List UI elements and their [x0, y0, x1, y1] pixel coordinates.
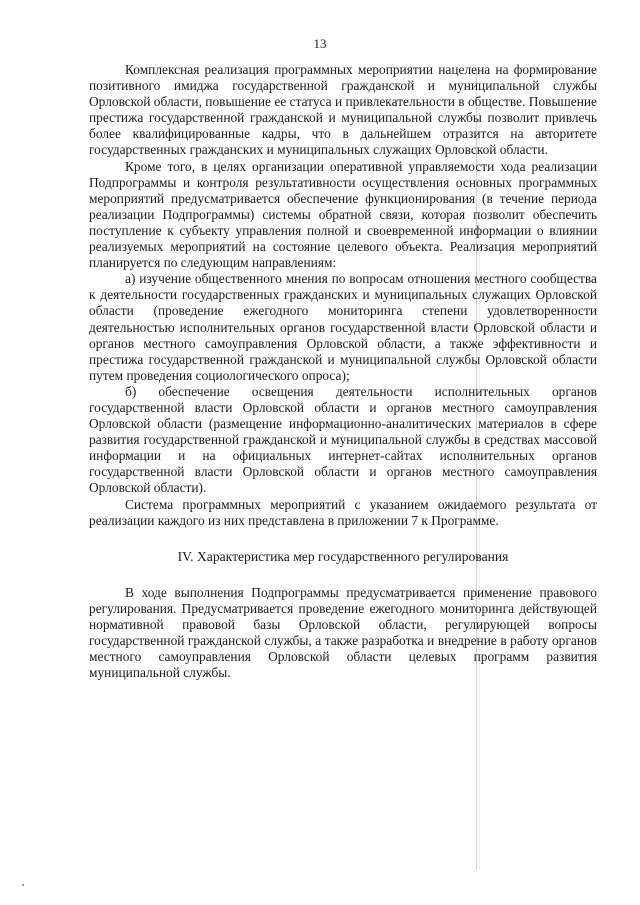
paragraph-2: Кроме того, в целях организации оперативной управляемости хода реализации Подпрограммы и контроля результативности осуществления основных программных мероприятий предусматривается обеспечение функционирования (в течение периода реализации Подпрограммы) системы обратной связи, которая позволит обеспечить поступление к субъекту управления полной и своевременной информации о влиянии реализуемых мероприятий на состояние целевого объекта. Реализация мероприятий планируется по следующим направлениям: — [89, 158, 597, 271]
paragraph-4: б) обеспечение освещения деятельности исполнительных органов государственной власти Орловской области и органов местного самоуправления Орловской области (размещение информационно-аналитических материалов в сфере развития государственной гражданской и муниципальной службы в средствах массовой информации и на официальных интернет-сайтах исполнительных органов государственной власти Орловской области и органов местного самоуправления Орловской области). — [89, 383, 597, 496]
paragraph-3: а) изучение общественного мнения по вопросам отношения местного сообщества к деятельности государственных гражданских и муниципальных служащих Орловской области (проведение ежегодного мониторинга степени удовлетворенности деятельностью исполнительных органов государственной власти Орловской области и органов местного самоуправления Орловской области, а также эффективности и престижа государственной гражданской и муниципальной службы Орловской области путем проведения социологического опроса); — [89, 271, 597, 383]
paragraph-5: Система программных мероприятий с указанием ожидаемого результата от реализации каждого из них представлена в приложении 7 к Программе. — [89, 496, 597, 528]
section-paragraph-1: В ходе выполнения Подпрограммы предусматривается применение правового регулирования. Предусматривается проведение ежегодного мониторинга действующей нормативной правовой базы Орловской области, регулирующей вопросы государственной гражданской службы, а также разработка и внедрение в работу органов местного самоуправления Орловской области целевых программ развития муниципальной службы. — [89, 584, 597, 681]
page-number: 13 — [313, 36, 327, 51]
paragraph-1: Комплексная реализация программных мероприятии нацелена на формирование позитивного имиджа государственной гражданской и муниципальной службы Орловской области, повышение ее статуса и привлекательности в обществе. Повышение престижа государственной гражданской и муниципальной службы позволит привлечь более квалифицированные кадры, что в дальнейшем отразится на авторитете государственных гражданских и муниципальных служащих Орловской области. — [89, 62, 597, 158]
scan-speck — [22, 884, 24, 886]
document-body — [89, 62, 597, 681]
section-heading: IV. Характеристика мер государственного регулирования — [177, 548, 509, 564]
